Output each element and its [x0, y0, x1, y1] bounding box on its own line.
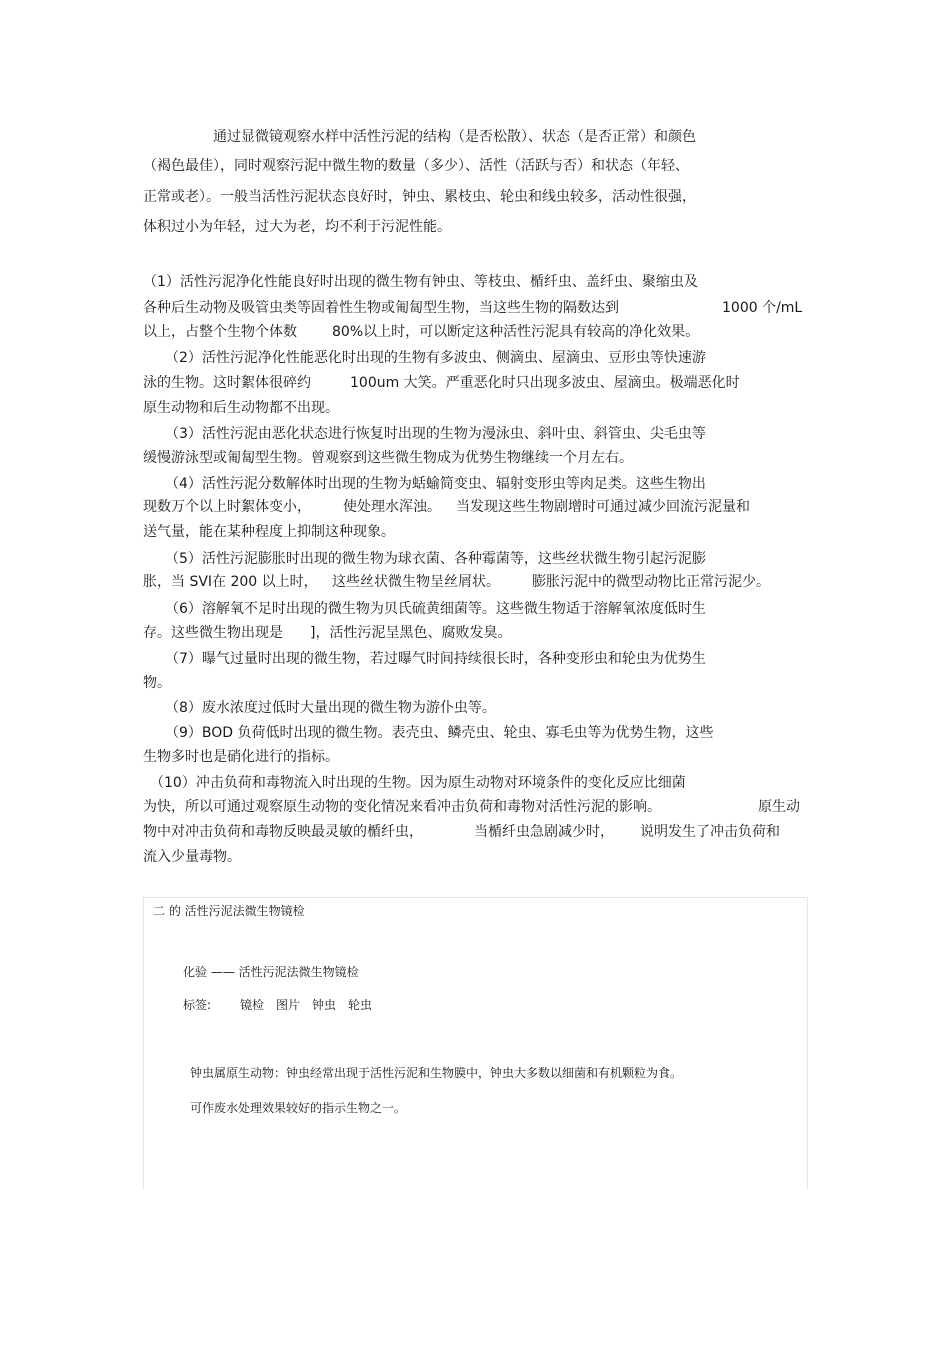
tags-label: 标签: [183, 998, 212, 1012]
item-2-line: 泳的生物。这时絮体很碎约 [143, 375, 311, 391]
item-5-line: 膨胀污泥中的微型动物比正常污泥少。 [532, 574, 770, 590]
item-2-line: （2）活性污泥净化性能恶化时出现的生物有多波虫、侧滴虫、屋滴虫、豆形虫等快速游 [165, 350, 706, 366]
item-5-line: 胀，当 SVI在 200 以上时， [143, 574, 318, 590]
item-3-line: 缓慢游泳型或匍匐型生物。曾观察到这些微生物成为优势生物继续一个月左右。 [143, 450, 633, 466]
description-line: 可作废水处理效果较好的指示生物之一。 [190, 1101, 407, 1115]
item-10-line: 为快，所以可通过观察原生动物的变化情况来看冲击负荷和毒物对活性污泥的影响。 [143, 799, 661, 815]
item-1-line: 各种后生动物及吸管虫类等固着性生物或匍匐型生物，当这些生物的隔数达到 [143, 300, 619, 316]
item-4-line: 现数万个以上时絮体变小， [143, 499, 311, 515]
item-2-line: 100um 大笑。严重恶化时只出现多波虫、屋滴虫。极端恶化时 [350, 375, 740, 391]
item-10-line: 当楯纤虫急剧减少时， [474, 824, 614, 840]
item-6-line: 存。这些微生物出现是 [143, 625, 283, 641]
item-7-line: 物。 [143, 675, 171, 691]
item-10-line: 说明发生了冲击负荷和 [640, 824, 780, 840]
item-10-line: 流入少量毒物。 [143, 849, 241, 865]
item-10-line: 物中对冲击负荷和毒物反映最灵敏的楯纤虫， [143, 824, 423, 840]
item-1-line: 以上，占整个生物个体数 [143, 324, 297, 340]
article-title: 化验 —— 活性污泥法微生物镜检 [183, 965, 359, 979]
item-6-line: ]，活性污泥呈黑色、腐败发臭。 [310, 625, 512, 641]
item-1-line: （1）活性污泥净化性能良好时出现的微生物有钟虫、等枝虫、楯纤虫、盖纤虫、聚缩虫及 [143, 274, 698, 290]
item-5-line: 这些丝状微生物呈丝屑状。 [332, 574, 500, 590]
box-header: 二 的 活性污泥法微生物镜检 [153, 904, 305, 918]
article-box [143, 897, 808, 1190]
tag-link[interactable]: 图片 [276, 998, 301, 1012]
item-3-line: （3）活性污泥由恶化状态进行恢复时出现的生物为漫泳虫、斜叶虫、斜管虫、尖毛虫等 [165, 426, 706, 442]
item-4-line: 当发现这些生物剧增时可通过减少回流污泥量和 [456, 499, 750, 515]
tag-link[interactable]: 钟虫 [312, 998, 337, 1012]
tag-link[interactable]: 镜检 [240, 998, 265, 1012]
intro-line: （褐色最佳），同时观察污泥中微生物的数量（多少）、活性（活跃与否）和状态（年轻、 [143, 158, 689, 174]
item-9-line: （9）BOD 负荷低时出现的微生物。表壳虫、鳞壳虫、轮虫、寡毛虫等为优势生物，这些 [165, 725, 714, 741]
intro-line: 体积过小为年轻，过大为老，均不利于污泥性能。 [143, 219, 451, 235]
item-5-line: （5）活性污泥膨胀时出现的微生物为球衣菌、各种霉菌等，这些丝状微生物引起污泥膨 [165, 551, 706, 567]
item-8-line: （8）废水浓度过低时大量出现的微生物为游仆虫等。 [165, 700, 496, 716]
item-9-line: 生物多时也是硝化进行的指标。 [143, 749, 339, 765]
intro-line: 正常或老）。一般当活性污泥状态良好时，钟虫、累枝虫、轮虫和线虫较多，活动性很强， [143, 189, 696, 205]
item-2-line: 原生动物和后生动物都不出现。 [143, 400, 339, 416]
item-1-line: 1000 个/mL [722, 300, 803, 316]
description-line: 钟虫属原生动物：钟虫经常出现于活性污泥和生物膜中，钟虫大多数以细菌和有机颗粒为食。 [190, 1066, 683, 1080]
intro-line: 通过显微镜观察水样中活性污泥的结构（是否松散）、状态（是否正常）和颜色 [213, 129, 696, 145]
item-1-line: 80%以上时，可以断定这种活性污泥具有较高的净化效果。 [332, 324, 700, 340]
item-4-line: （4）活性污泥分数解体时出现的生物为蛞蝓简变虫、辐射变形虫等肉足类。这些生物出 [165, 476, 706, 492]
item-4-line: 送气量，能在某种程度上抑制这种现象。 [143, 524, 395, 540]
item-6-line: （6）溶解氧不足时出现的微生物为贝氏硫黄细菌等。这些微生物适于溶解氧浓度低时生 [165, 601, 706, 617]
item-4-line: 使处理水浑浊。 [343, 499, 441, 515]
item-10-line: （10）冲击负荷和毒物流入时出现的生物。因为原生动物对环境条件的变化反应比细菌 [150, 775, 686, 791]
item-10-line: 原生动 [758, 799, 800, 815]
tag-link[interactable]: 轮虫 [348, 998, 373, 1012]
item-7-line: （7）曝气过量时出现的微生物，若过曝气时间持续很长时，各种变形虫和轮虫为优势生 [165, 651, 706, 667]
